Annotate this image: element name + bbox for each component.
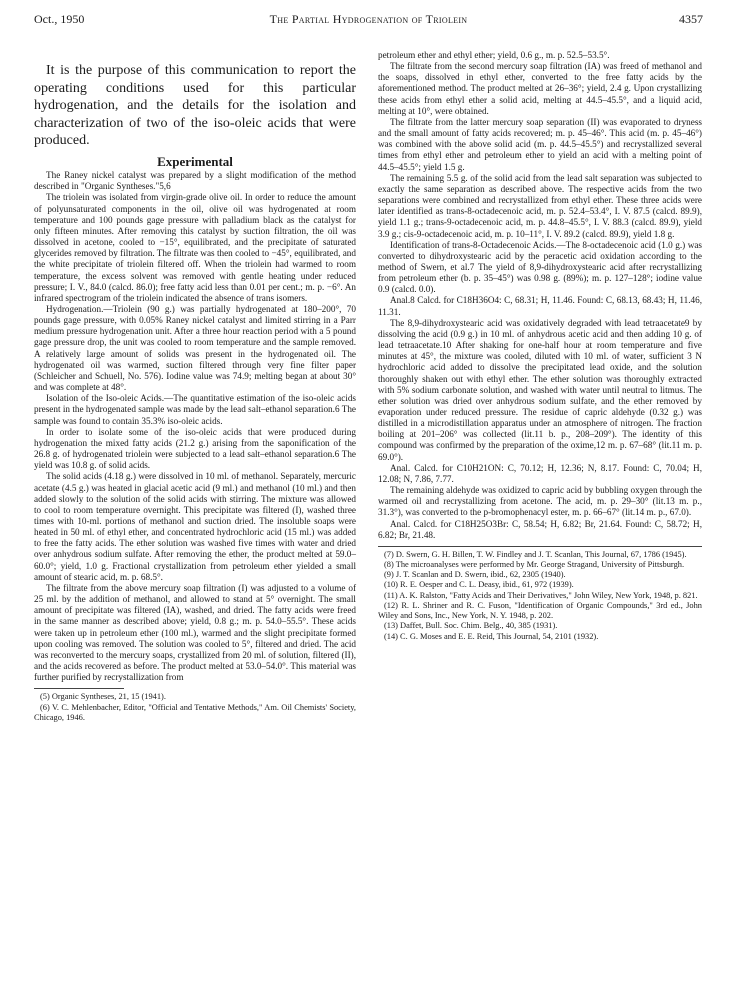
footnote: (5) Organic Syntheses, 21, 15 (1941). [40, 692, 166, 702]
paragraph: The Raney nickel catalyst was prepared by a slight modification of the method described in "Organic Syntheses."5,6 [34, 170, 356, 192]
paragraph: Anal. Calcd. for C18H25O3Br: C, 58.54; H, 6.82; Br, 21.64. Found: C, 58.72; H, 6.82; Br, 21.48. [378, 518, 702, 540]
footnote: (12) R. L. Shriner and R. C. Fuson, "Identification of Organic Compounds," 3rd ed., John Wiley and Sons, Inc., New York, N. Y. 1948, p. 202. [378, 600, 702, 621]
footnote: (8) The microanalyses were performed by Mr. George Stragand, University of Pittsburgh. [384, 560, 685, 570]
paragraph: Anal. Calcd. for C10H21ON: C, 70.12; H, 12.36; N, 8.17. Found: C, 70.04; H, 12.08; N, 7.86, 7.77. [378, 462, 702, 484]
footnote-divider [34, 688, 124, 689]
paragraph: Hydrogenation.—Triolein (90 g.) was partially hydrogenated at 180–200°, 70 pounds gage pressure, with 0.05% Raney nickel catalyst and limited stirring in a Parr medium pressure hydrogenation unit. After a three hour reaction period with a 5 pound gage pressure drop, the unit was cooled to room temperature and the sample removed. A relatively large amount of solids was present in the hydrogenated oil. The hydrogenated oil was warmed, suction filtered through very fine filter paper (Schleicher and Schuell, No. 576). Iodine value was 74.9; melting began at about 30° and was complete at 48°. [34, 304, 356, 393]
paragraph: In order to isolate some of the iso-oleic acids that were produced during hydrogenation the mixed fatty acids (21.2 g.) arising from the saponification of the 26.8 g. of hydrogenated triolein were subjected to a lead salt–ethanol separation.6 The yield was 10.8 g. of solid acids. [34, 426, 356, 471]
page-header [34, 12, 703, 28]
left-column [34, 50, 356, 723]
journal-date: Oct., 1950 [34, 12, 85, 26]
right-column [378, 50, 702, 642]
paragraph: The remaining aldehyde was oxidized to capric acid by bubbling oxygen through the warmed oil and recrystallizing from acetone. The acid, m. p. 29–30° (lit.13 m. p., 31.3°), was converted to the p-bromophenacyl ester, m. p. 66–67° (lit.14 m. p., 67.0). [378, 485, 702, 518]
footnote: (14) C. G. Moses and E. E. Reid, This Journal, 54, 2101 (1932). [384, 631, 599, 641]
footnote: (6) V. C. Mehlenbacher, Editor, "Official and Tentative Methods," Am. Oil Chemists' Society, Chicago, 1946. [34, 702, 356, 722]
footnote: (7) D. Swern, G. H. Billen, T. W. Findley and J. T. Scanlan, This Journal, 67, 1786 (1945). [384, 549, 687, 559]
page-number: 4357 [679, 12, 703, 26]
paragraph: The triolein was isolated from virgin-grade olive oil. In order to reduce the amount of polyunsaturated components in the oil, olive oil was hydrogenated at room temperature and 100 pounds gage pressure with palladium black as the catalyst for only fifteen minutes. After removing this catalyst by suction filtration, the oil was dissolved in acetone, cooled to −15°, equilibrated, and the precipitate of saturated glycerides removed by filtration. The filtrate was then cooled to −45°, equilibrated, and the white precipitate of triolein filtered off. When the triolein had warmed to room temperature, the excess solvent was removed with gentle heating under reduced pressure; I. V., 84.0 (calcd. 86.0); free fatty acid less than 0.01 per cent.; m. p. −6°. An infrared spectrogram of the triolein indicated the absence of trans isomers. [34, 192, 356, 303]
paragraph: petroleum ether and ethyl ether; yield, 0.6 g., m. p. 52.5–53.5°. [378, 50, 610, 60]
paragraph: The filtrate from the latter mercury soap separation (II) was evaporated to dryness and the small amount of fatty acids recovered; m. p. 45–46°. This acid (m. p. 45–46°) was combined with the above solid acid (m. p. 44.5–45.5°) and recrystallized several times from ethyl ether and petroleum ether to yield an acid with a melting point of 44.5–45.5°; yield 1.5 g. [378, 116, 702, 172]
section-title: Experimental [157, 153, 233, 169]
paragraph: The filtrate from the above mercury soap filtration (I) was adjusted to a volume of 25 ml. by the addition of methanol, and allowed to stand at 5° overnight. The small amount of precipitate was filtered (IA), washed, and dried. The fatty acids were freed in the same manner as described above; yield, 0.8 g.; m. p. 54.0–55.5°. These acids were taken up in petroleum ether (100 ml.), warmed and the slight precipitate formed upon cooling was removed. The solution was cooled to 5°, filtered and dried. The acid was reconverted to the mercury soaps, crystallized from 20 ml. of solution, filtered (II), and the acids recovered as before. The product melted at 53.0–54.0°. This material was further purified by recrystallization from [34, 582, 356, 683]
footnote: (9) J. T. Scanlan and D. Swern, ibid., 62, 2305 (1940). [384, 570, 566, 580]
footnote-divider [378, 546, 702, 547]
paragraph: The remaining 5.5 g. of the solid acid from the lead salt separation was subjected to exactly the same separation as described above. The respective acids from the two separations were combined and recrystallized from ethyl ether. These three acids were later identified as trans-8-octadecenoic acid, m. p. 52.4–53.4°, I. V. 87.5 (calcd. 89.9), yield 1.1 g.; trans-9-octadecenoic acid, m. p. 44.8–45.5°, I. V. 88.3 (calcd. 89.9), yield 3.9 g.; cis-9-octadecenoic acid, m. p. 10–11°, I. V. 89.2 (calcd. 89.9), yield 1.8 g. [378, 172, 702, 239]
paragraph: The filtrate from the second mercury soap filtration (IA) was freed of methanol and the soaps, dissolved in ethyl ether, converted to the free fatty acids by the aforementioned method. The product melted at 26–36°; yield, 2.4 g. Upon crystallizing these acids from ethyl ether a solid acid, melting at 44.5–45.5°, and a liquid acid, melting at 10°, were obtained. [378, 61, 702, 116]
paragraph: Isolation of the Iso-oleic Acids.—The quantitative estimation of the iso-oleic acids present in the hydrogenated sample was made by the lead salt–ethanol separation.6 The sample was found to contain 35.3% iso-oleic acids. [34, 393, 356, 426]
intro-paragraph: It is the purpose of this communication to report the operating conditions used for this particular hydrogenation, and the details for the isolation and characterization of two of the iso-oleic acids that were produced. [34, 63, 356, 149]
paragraph: The 8,9-dihydroxystearic acid was oxidatively degraded with lead tetraacetate9 by dissolving the acid (0.9 g.) in 10 ml. of anhydrous acetic acid and then adding 10 g. of lead tetraacetate.10 After shaking for one-half hour at room temperature and five minutes at 45°, the mixture was cooled, diluted with 10 ml. of water, sufficient 3 N hydrochloric acid added to dissolve the precipitated lead oxide, and the solution thoroughly shaken out with ethyl ether. The ether solution was thoroughly extracted with 5% sodium carbonate solution, and washed with water until neutral to litmus. The ether solution was dried over anhydrous sodium sulfate, and the ether removed by evaporation under reduced pressure. The residue of capric aldehyde (0.32 g.) was distilled in a microdistillation apparatus under an atmosphere of nitrogen. The fraction boiling at 201–206° was collected (lit.11 b. p., 208–209°). The identity of this compound was confirmed by the preparation of the oxime,12 m. p. 67–68° (lit.11 m. p. 69.0°). [378, 317, 702, 462]
footnote: (13) Daffet, Bull. Soc. Chim. Belg., 40, 385 (1931). [384, 621, 558, 631]
footnote: (11) A. K. Ralston, "Fatty Acids and Their Derivatives," John Wiley, New York, 1948, p. 821. [384, 590, 698, 600]
running-title: The Partial Hydrogenation of Triolein [269, 12, 468, 26]
paragraph: The solid acids (4.18 g.) were dissolved in 10 ml. of methanol. Separately, mercuric acetate (4.5 g.) was heated in glacial acetic acid (9 ml.) and methanol (10 ml.) and then added slowly to the solution of the solid acids with stirring. The mixture was allowed to cool to room temperature overnight. This precipitate was filtered (I), washed three times with 10-ml. portions of methanol and suction dried. The insoluble soaps were heated in 50 ml. of ethyl ether, and concentrated hydrochloric acid (15 ml.) was added to free the fatty acids. The ether solution was washed five times with water and dried over anhydrous sodium sulfate. After removing the ether, the product melted at 59.0–60.0°; yield, 1.0 g. Fractional crystallization from petroleum ether yielded a small amount of stearic acid, m. p. 68.5°. [34, 471, 356, 582]
paragraph: Anal.8 Calcd. for C18H36O4: C, 68.31; H, 11.46. Found: C, 68.13, 68.43; H, 11.46, 11.31. [378, 295, 702, 317]
paragraph: Identification of trans-8-Octadecenoic Acids.—The 8-octadecenoic acid (1.0 g.) was converted to dihydroxystearic acid by the peracetic acid oxidation according to the method of Swern, et al.7 The yield of 8,9-dihydroxystearic acid after recrystallizing from petroleum ether (b. p. 35–45°) was 0.98 g. (89%); m. p. 127–128°; iodine value 0.9 (calcd. 0.0). [378, 239, 702, 295]
footnote: (10) R. E. Oesper and C. L. Deasy, ibid., 61, 972 (1939). [384, 580, 574, 590]
